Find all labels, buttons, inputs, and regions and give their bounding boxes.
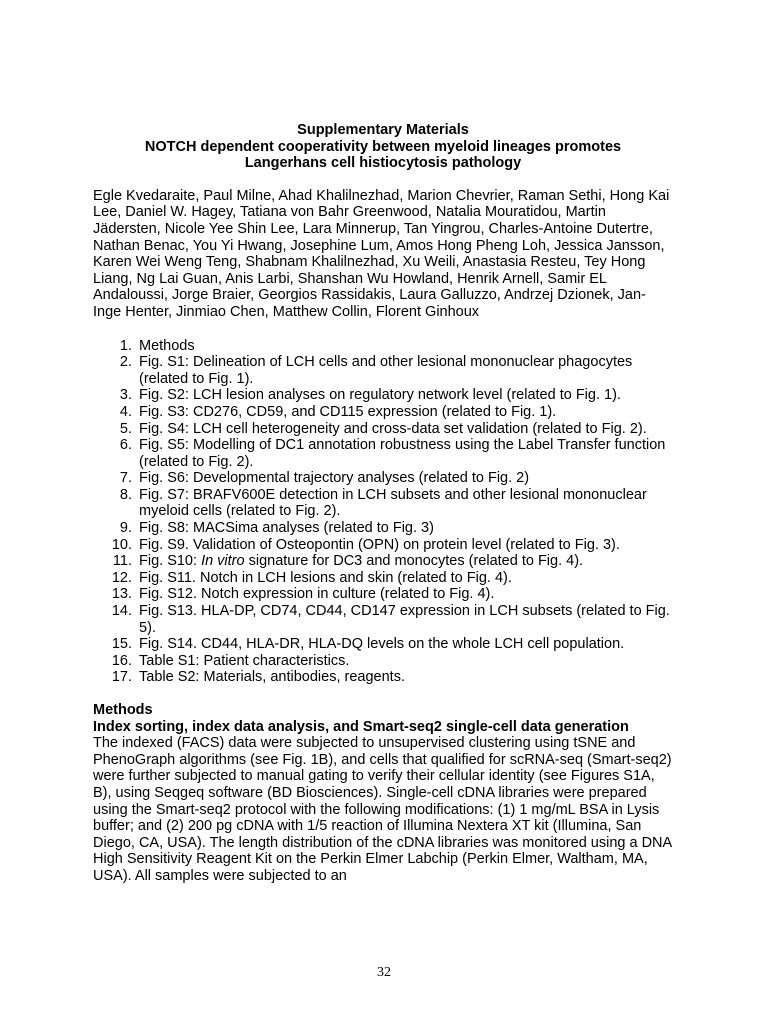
contents-item (93, 570, 673, 587)
document-subtitle-line-1: NOTCH dependent cooperativity between myeloid lineages promotes (144, 138, 622, 155)
item-text: Fig. S2: LCH lesion analyses on regulatory network level (related to Fig. 1). (139, 387, 621, 404)
item-number: 8. (119, 486, 132, 503)
item-number: 2. (119, 354, 132, 371)
item-number: 17. (111, 669, 132, 686)
item-text: Fig. S5: Modelling of DC1 annotation robustness using the Label Transfer function (related to Fig. 2). (139, 437, 666, 470)
item-text: Fig. S13. HLA-DP, CD74, CD44, CD147 expression in LCH subsets (related to Fig. 5). (139, 603, 670, 636)
item-text: Table S2: Materials, antibodies, reagents. (139, 669, 405, 686)
methods-subheading: Index sorting, index data analysis, and Smart-seq2 single-cell data generation (93, 718, 629, 735)
contents-item (93, 404, 673, 421)
item-number: 11. (112, 553, 132, 570)
item-number: 15. (111, 636, 132, 653)
item-text: Fig. S11. Notch in LCH lesions and skin (related to Fig. 4). (139, 569, 512, 586)
document-title: Supplementary Materials (297, 122, 469, 138)
contents-item (93, 636, 673, 653)
item-number: 14. (111, 603, 132, 620)
document-subtitle-line-2: Langerhans cell histiocytosis pathology (244, 155, 522, 172)
item-number: 7. (119, 470, 132, 487)
item-number: 13. (111, 586, 132, 603)
item-number: 5. (119, 420, 132, 437)
item-number: 4. (119, 403, 132, 420)
contents-item (93, 487, 673, 520)
contents-list (93, 338, 673, 686)
contents-item (93, 470, 673, 487)
contents-item (93, 603, 673, 636)
contents-item (93, 520, 673, 537)
contents-item (93, 669, 673, 686)
contents-item (93, 586, 673, 603)
contents-item (93, 553, 673, 570)
item-text: Fig. S3: CD276, CD59, and CD115 expression (related to Fig. 1). (139, 403, 557, 420)
item-text: Fig. S7: BRAFV600E detection in LCH subsets and other lesional mononuclear myeloid cells (related to Fig. 2). (139, 486, 647, 520)
item-number: 9. (119, 520, 132, 537)
contents-item (93, 338, 673, 355)
contents-item (93, 653, 673, 670)
contents-item (93, 437, 673, 470)
document-page (93, 122, 673, 885)
item-number: 16. (111, 652, 132, 669)
item-text-prefix: Fig. S10: (139, 553, 202, 570)
item-text: Fig. S8: MACSima analyses (related to Fig. 3) (139, 520, 434, 537)
item-text: Fig. S14. CD44, HLA-DR, HLA-DQ levels on the whole LCH cell population. (139, 636, 625, 653)
contents-item (93, 537, 673, 554)
item-number: 1. (119, 337, 132, 354)
page-number: 32 (377, 965, 391, 980)
methods-paragraph: The indexed (FACS) data were subjected to unsupervised clustering using tSNE and PhenoGraph algorithms (see Fig. 1B), and cells that qualified for scRNA-seq (Smart-seq2) were further subjected to manual gating to verify their cellular identity (see Figures S1A, B), using Seqgeq software (BD Biosciences). Single-cell cDNA libraries were prepared using the Smart-seq2 protocol with the following modifications: (1) 1 mg/mL BSA in Lysis buffer; and (2) 200 pg cDNA with 1/5 reaction of Illumina Nextera XT kit (Illumina, San Diego, CA, USA). The length distribution of the cDNA libraries was monitored using a DNA High Sensitivity Reagent Kit on the Perkin Elmer Labchip (Perkin Elmer, Waltham, MA, USA). All samples were subjected to an (93, 735, 672, 884)
author-list: Egle Kvedaraite, Paul Milne, Ahad Khalilnezhad, Marion Chevrier, Raman Sethi, Hong Kai Lee, Daniel W. Hagey, Tatiana von Bahr Greenwood, Natalia Mouratidou, Martin Jädersten, Nicole Yee Shin Lee, Lara Minnerup, Tan Yingrou, Charles-Antoine Dutertre, Nathan Benac, You Yi Hwang, Josephine Lum, Amos Hong Pheng Loh, Jessica Jansson, Karen Wei Weng Teng, Shabnam Khalilnezhad, Xu Weili, Anastasia Resteu, Tey Hong Liang, Ng Lai Guan, Anis Larbi, Shanshan Wu Howland, Henrik Arnell, Samir EL Andaloussi, Jorge Braier, Georgios Rassidakis, Laura Galluzzo, Andrzej Dzionek, Jan-Inge Henter, Jinmiao Chen, Matthew Collin, Florent Ginhoux (93, 187, 670, 320)
contents-item (93, 387, 673, 404)
item-text: Fig. S4: LCH cell heterogeneity and cross-data set validation (related to Fig. 2). (139, 420, 647, 437)
contents-item (93, 354, 673, 387)
item-text: Fig. S12. Notch expression in culture (related to Fig. 4). (139, 586, 495, 603)
methods-heading: Methods (93, 702, 153, 718)
item-number: 3. (119, 387, 132, 404)
item-text-suffix: signature for DC3 and monocytes (related to Fig. 4). (244, 553, 584, 570)
item-number: 6. (119, 437, 132, 454)
contents-item (93, 421, 673, 438)
item-number: 12. (111, 569, 132, 586)
item-text-italic: In vitro (201, 553, 245, 570)
item-number: 10. (111, 536, 132, 553)
item-text: Table S1: Patient characteristics. (139, 652, 350, 669)
item-text: Fig. S9. Validation of Osteopontin (OPN) on protein level (related to Fig. 3). (139, 536, 620, 553)
item-text: Methods (139, 337, 195, 354)
item-text: Fig. S1: Delineation of LCH cells and other lesional mononuclear phagocytes (related to Fig. 1). (139, 354, 633, 387)
item-text: Fig. S6: Developmental trajectory analyses (related to Fig. 2) (139, 470, 530, 487)
